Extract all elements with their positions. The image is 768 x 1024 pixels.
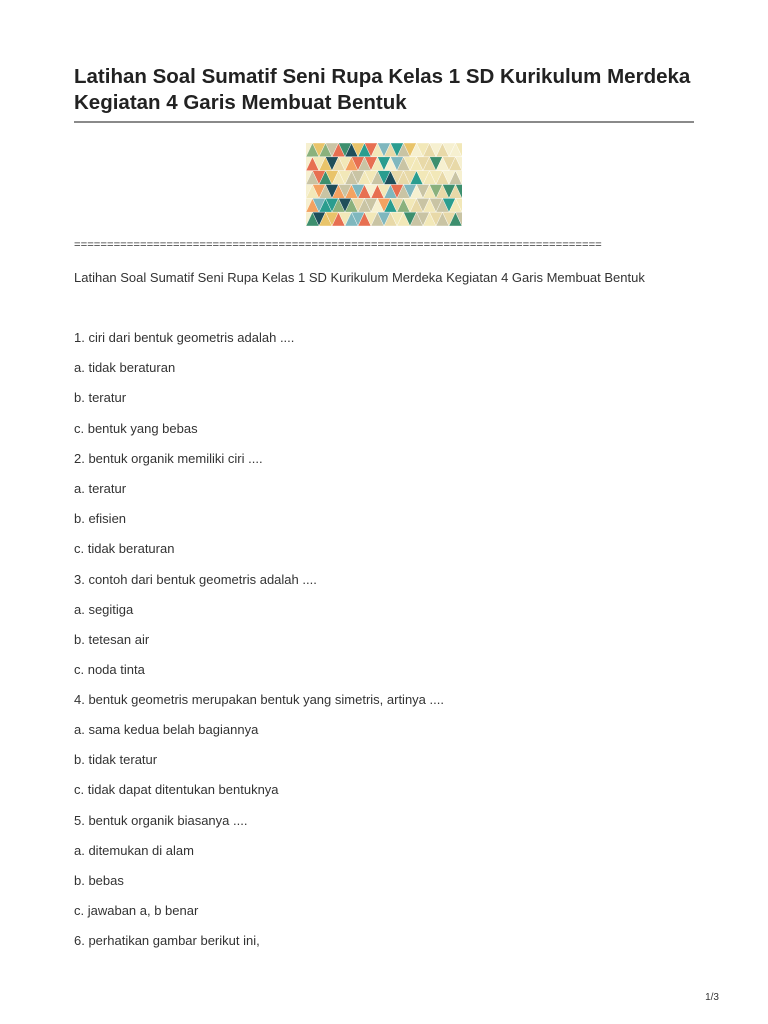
question-text: 4. bentuk geometris merupakan bentuk yang simetris, artinya .... bbox=[74, 692, 444, 707]
question-text: 1. ciri dari bentuk geometris adalah .... bbox=[74, 330, 295, 345]
answer-option: a. segitiga bbox=[74, 602, 134, 617]
answer-option: a. ditemukan di alam bbox=[74, 843, 194, 858]
answer-option: b. efisien bbox=[74, 511, 127, 526]
answer-option: b. tidak teratur bbox=[74, 752, 158, 767]
question-text: 6. perhatikan gambar berikut ini, bbox=[74, 933, 260, 948]
question-text: 2. bentuk organik memiliki ciri .... bbox=[74, 451, 263, 466]
question-text: 5. bentuk organik biasanya .... bbox=[74, 813, 248, 828]
answer-option: c. tidak beraturan bbox=[74, 541, 175, 556]
title-divider bbox=[74, 121, 694, 123]
answer-option: a. teratur bbox=[74, 481, 127, 496]
document-subtitle: Latihan Soal Sumatif Seni Rupa Kelas 1 SD Kurikulum Merdeka Kegiatan 4 Garis Membuat Bentuk bbox=[74, 270, 645, 285]
answer-option: c. jawaban a, b benar bbox=[74, 903, 199, 918]
header-image bbox=[306, 143, 462, 226]
answer-option: c. bentuk yang bebas bbox=[74, 421, 198, 436]
answer-option: c. tidak dapat ditentukan bentuknya bbox=[74, 782, 279, 797]
answer-option: b. bebas bbox=[74, 873, 124, 888]
answer-option: c. noda tinta bbox=[74, 662, 145, 677]
answer-option: a. sama kedua belah bagiannya bbox=[74, 722, 259, 737]
page-number: 1/3 bbox=[705, 992, 719, 1003]
separator-line: ================================================================================ bbox=[74, 239, 602, 251]
page-title: Latihan Soal Sumatif Seni Rupa Kelas 1 SD Kurikulum Merdeka Kegiatan 4 Garis Membuat Bentuk bbox=[74, 65, 691, 114]
answer-option: b. tetesan air bbox=[74, 632, 150, 647]
answer-option: b. teratur bbox=[74, 390, 127, 405]
answer-option: a. tidak beraturan bbox=[74, 360, 176, 375]
question-text: 3. contoh dari bentuk geometris adalah .... bbox=[74, 572, 317, 587]
